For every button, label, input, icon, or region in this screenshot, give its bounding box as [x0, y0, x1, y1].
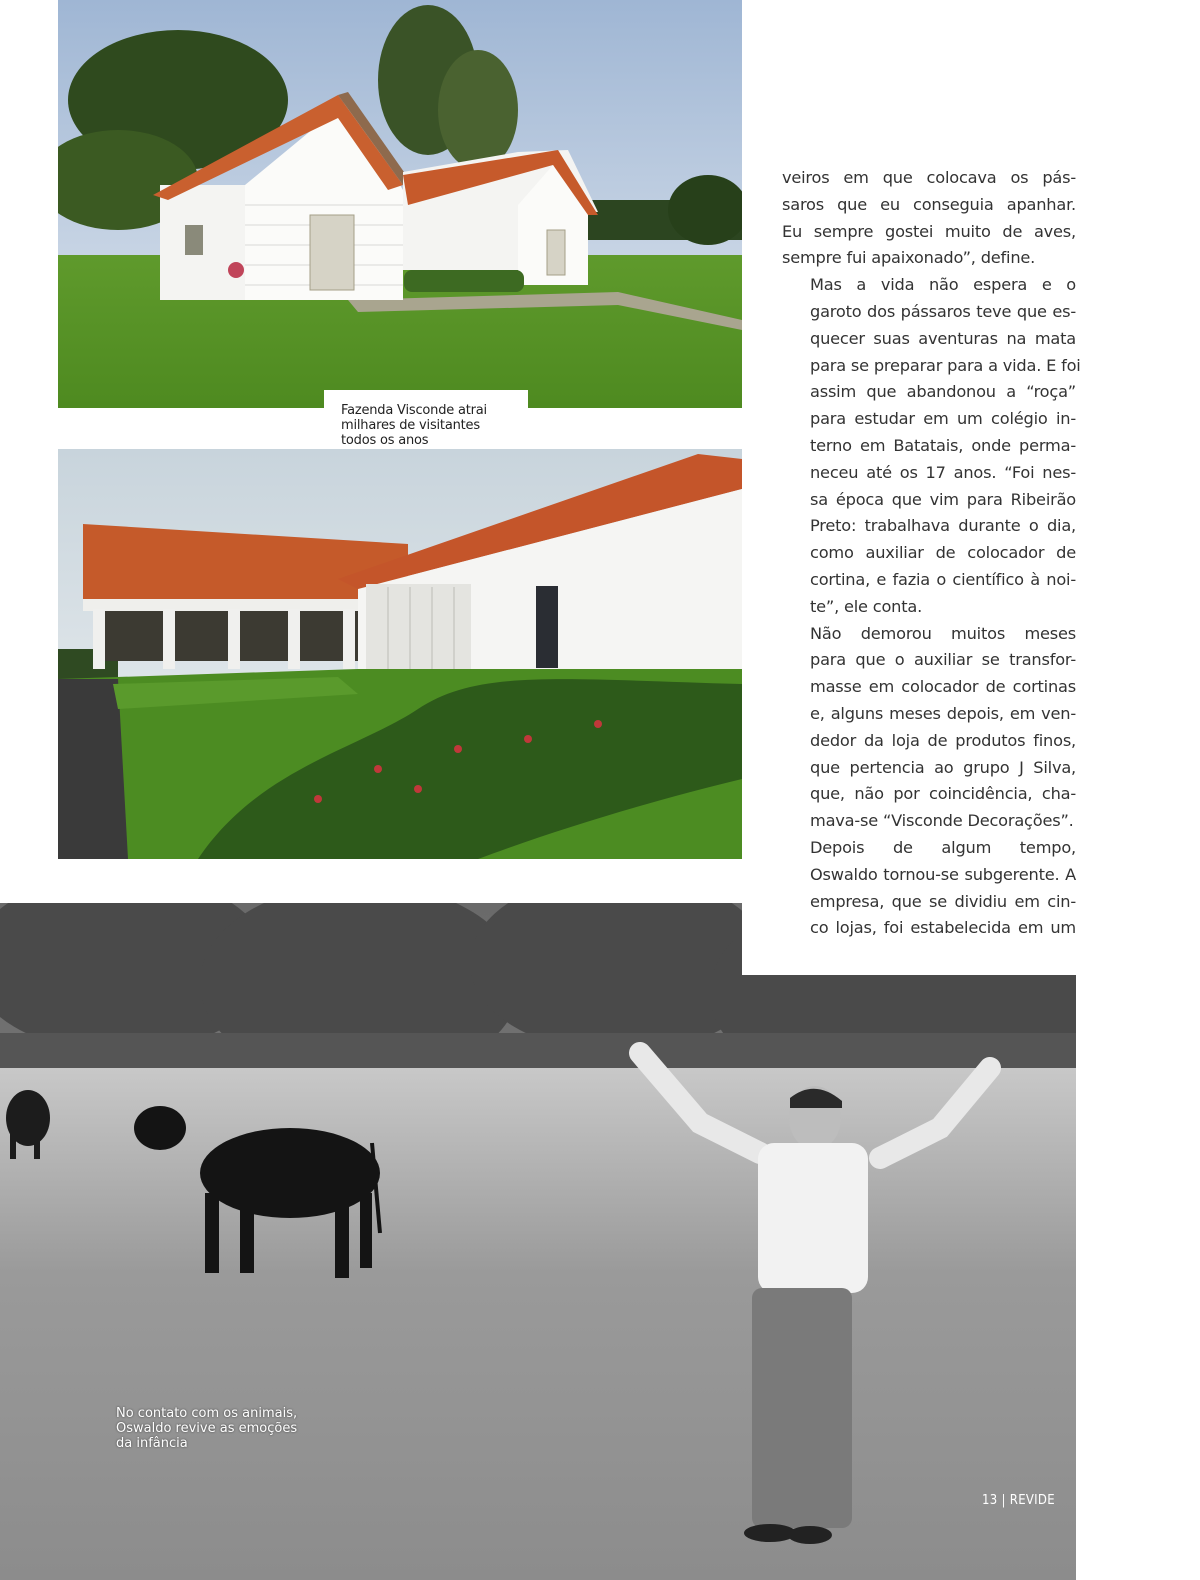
article-paragraph [782, 165, 1076, 272]
article-line: terno em Batatais, onde perma- [810, 435, 1076, 455]
article-line: quecer suas aventuras na mata [810, 328, 1076, 348]
article-paragraph [782, 621, 1076, 835]
article-line: garoto dos pássaros teve que es- [810, 301, 1076, 321]
photo-caption-farm: Fazenda Visconde atrai milhares de visitantes todos os anos [324, 390, 528, 467]
photo-caption-oswaldo: No contato com os animais, Oswaldo revive as emoções da infância [116, 1406, 298, 1451]
article-line: para se preparar para a vida. E foi [810, 355, 1081, 375]
article-line: Depois de algum tempo, [810, 837, 1076, 857]
article-line: cortina, e fazia o científico à noi- [810, 569, 1076, 589]
article-line: que pertencia ao grupo J Silva, [810, 757, 1076, 777]
article-line: Mas a vida não espera e o [810, 275, 1076, 295]
page-number: 13 [982, 1493, 998, 1508]
article-line: sempre fui apaixonado”, define. [782, 248, 1036, 268]
article-paragraph [782, 272, 1081, 620]
article-line: sa época que vim para Ribeirão [810, 489, 1076, 509]
magazine-name: REVIDE [1009, 1493, 1055, 1508]
article-body [782, 165, 1081, 942]
photo-farm-house [58, 0, 742, 408]
photo-oswaldo-with-bull [0, 903, 1076, 1580]
article-line: mava-se “Visconde Decorações”. [810, 811, 1074, 831]
article-line: que, não por coincidência, cha- [810, 784, 1076, 804]
article-line: e, alguns meses depois, em ven- [810, 703, 1076, 723]
article-line: para que o auxiliar se transfor- [810, 650, 1076, 670]
article-line: Preto: trabalhava durante o dia, [810, 516, 1076, 536]
article-paragraph [782, 835, 1076, 942]
article-line: Não demorou muitos meses [810, 623, 1076, 643]
article-line: te”, ele conta. [810, 596, 923, 616]
article-line: co lojas, foi estabelecida em um [810, 918, 1076, 938]
article-line: para estudar em um colégio in- [810, 409, 1076, 429]
article-line: empresa, que se dividiu em cin- [810, 891, 1076, 911]
article-line: como auxiliar de colocador de [810, 543, 1076, 563]
folio-separator: | [1001, 1493, 1006, 1508]
article-line: neceu até os 17 anos. “Foi nes- [810, 462, 1076, 482]
article-line: assim que abandonou a “roça” [810, 382, 1076, 402]
article-line: Eu sempre gostei muito de aves, [782, 221, 1076, 241]
article-line: veiros em que colocava os pás- [782, 168, 1076, 187]
page-footer [982, 1493, 1055, 1508]
article-line: dedor da loja de produtos finos, [810, 730, 1076, 750]
photo-farm-pavilion [58, 449, 742, 859]
article-line: Oswaldo tornou-se subgerente. A [810, 864, 1076, 884]
right-margin [1076, 0, 1200, 1580]
article-line: saros que eu conseguia apanhar. [782, 194, 1076, 214]
article-line: masse em colocador de cortinas [810, 677, 1076, 697]
